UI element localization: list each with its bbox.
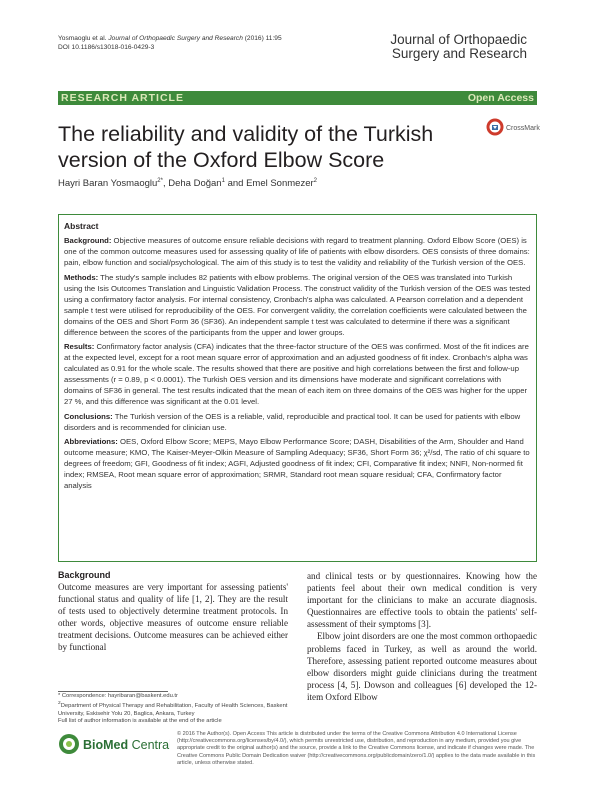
author-list (58, 178, 317, 189)
affiliation-number: 2 (58, 701, 61, 707)
author-2[interactable]: , Deha Doğan (162, 178, 222, 190)
citation-author: Yosmaoglu et al. (58, 35, 107, 42)
author-info-note: Full list of author information is available at the end of the article (58, 717, 222, 724)
body-paragraph-1: and clinical tests or by questionnaires. Knowing how the patients feel about their own medical condition is very important for the clinicians to make an accurate diagnosis. Questionnaires are effective tools to obtain the patients' self-assessment of their symptoms [3]. (307, 571, 537, 630)
article-title: The reliability and validity of the Turkish version of the Oxford Elbow Score (58, 122, 434, 172)
biomed-central-logo-icon (58, 731, 170, 759)
results-label: Results: (64, 342, 95, 351)
journal-line-1: Journal of Orthopaedic (390, 32, 527, 47)
publisher-logo[interactable] (58, 731, 170, 759)
article-type-label: RESEARCH ARTICLE (61, 92, 184, 104)
publisher-name-bold: BioMed (83, 738, 129, 752)
abstract-heading: Abstract (64, 221, 99, 231)
author-3-affiliation: 2 (313, 178, 317, 184)
abstract-conclusions: Conclusions: The Turkish version of the OES is a reliable, valid, reproducible and practical tool. It can be used for patients with elbow disorders and is recommended for clinician use. (64, 411, 521, 432)
publisher-name-rest: Central (128, 738, 170, 752)
conclusions-label: Conclusions: (64, 411, 113, 421)
background-paragraph: Outcome measures are very important for assessing patients' functional status and quality of life [1, 2]. They are the result of tests used to objectively determine treatment protocols. In other words, objective measures of outcome ensure reliable treatment decisions. Outcome measures can be achieved either by functional (58, 582, 288, 653)
open-access-label: Open Access (467, 92, 534, 104)
abstract-abbreviations: Abbreviations: OES, Oxford Elbow Score; MEPS, Mayo Elbow Performance Score; DASH, Disabilities of the Arm, Shoulder and Hand outcome measure; KMO, The Kaiser-Meyer-Olkin Measure of Sampling Adequacy; SF36, Short Form 36; χ²/sd, The ratio of chi square to degrees of freedom; GFI, Goodness of fit index; AGFI, Adjusted goodness of fit index; CFI, Comparative fit index; NNFI, Non-normed fit index; RMSEA, Root mean square error of approximation; SRMR, Standard root mean square residual; CFA, Confirmatory factor analysis (64, 437, 530, 490)
footnote-divider (58, 691, 168, 692)
crossmark-label: CrossMark (506, 125, 540, 132)
abstract-results: Results: Confirmatory factor analysis (CFA) indicates that the three-factor structure of the OES was confirmed. Most of the fit indices are at the expected level, except for a root mean square error of approximation and an adjusted goodness of fit index. Cronbach's alpha was calculated as 0.91 for the whole scale. The results showed that there are positive and high correlations between the first and follow-up assessments (r = 0.89, p < 0.0001). The Turkish OES version and its dimensions have moderate and significant correlations with domains of SF36 in general. The test results indicated that the mean of each item on three domains of the OES was higher for the upper 27 %, and this difference was significant at the 0.01 level. (64, 342, 529, 406)
journal-name (390, 33, 527, 61)
doi[interactable]: DOI 10.1186/s13018-016-0429-3 (58, 44, 155, 51)
background-label: Background: (64, 236, 112, 245)
crossmark-badge[interactable] (486, 117, 546, 137)
left-column (58, 570, 288, 654)
footnotes (58, 693, 290, 725)
svg-text:BioMed Central (83, 738, 170, 752)
crossmark-icon (486, 117, 546, 137)
running-header (58, 34, 282, 52)
citation-journal: Journal of Orthopaedic Surgery and Research (108, 35, 243, 42)
author-3[interactable]: and Emel Sonmezer (224, 178, 314, 190)
abbreviations-label: Abbreviations: (64, 437, 118, 446)
citation-volume: (2016) 11:95 (244, 35, 282, 42)
article-type-banner (58, 91, 537, 105)
affiliation: $^2$Department of Physical Therapy and Rehabilitation, Faculty of Health Sciences, Baskent University, Eskisehir Yolu 20, Baglica, Ankara, Turkey (58, 701, 288, 717)
abstract-methods: Methods: The study's sample includes 82 patients with elbow problems. The original version of the OES was translated into Turkish using the Isis Outcomes Translation and Linguistic Validation Process. The construct validity of the Turkish version of the OES was tested using a confirmatory factor analysis. For internal consistency, Cronbach's alpha was calculated. A Pearson correlation and a dependent sample t test were utilised for reproducibility of the OES. For convergent validity, the correlation coefficients were calculated between the domains of the OES and Short Form 36 (SF36). An independent sample t test was calculated to determine if there was a significant difference between the scores of the participants from the upper and lower groups. (64, 272, 531, 337)
methods-label: Methods: (64, 272, 99, 282)
abstract-background: Background: Objective measures of outcome ensure reliable decisions with regard to treatment planning. Oxford Elbow Score (OES) is one of the common outcome measures used for assessing quality of life of patients with elbow disorders. OES consists of three domains: pain, elbow function and social/psychological. The aim of this study is to test the validity and reliability of the Turkish version of the OES. (64, 236, 530, 267)
section-heading-background: Background (58, 570, 111, 580)
author-2-affiliation: 1 (221, 178, 225, 184)
author-1-affiliation: 2* (157, 178, 163, 184)
license-statement: © 2016 The Author(s). Open Access This article is distributed under the terms of the Creative Commons Attribution 4.0 International License (http://creativecommons.org/licenses/by/4.0/), which permits unrestricted use, distribution, and reproduction in any medium, provided you give appropriate credit to the original author(s) and the source, provide a link to the Creative Commons license, and indicate if changes were made. The Creative Commons Public Domain Dedication waiver (http://creativecommons.org/publicdomain/zero/1.0/) applies to the data made available in this article, unless otherwise stated. (177, 731, 536, 766)
right-column (307, 570, 537, 703)
journal-line-2: Surgery and Research (391, 46, 527, 61)
abstract-box (58, 214, 537, 562)
correspondence[interactable]: * Correspondence: hayribaran@baskent.edu.tr (58, 693, 178, 699)
body-paragraph-2: Elbow joint disorders are one the most common orthopaedic problems faced in Turkey, as well as around the world. Therefore, assessing patient reported outcome measures about elbow disorders might guide clinicians during the treatment process [4, 5]. Dowson and colleagues [6] developed the 12-item Oxford Elbow (307, 631, 537, 702)
author-1[interactable]: Hayri Baran Yosmaoglu (58, 178, 158, 190)
